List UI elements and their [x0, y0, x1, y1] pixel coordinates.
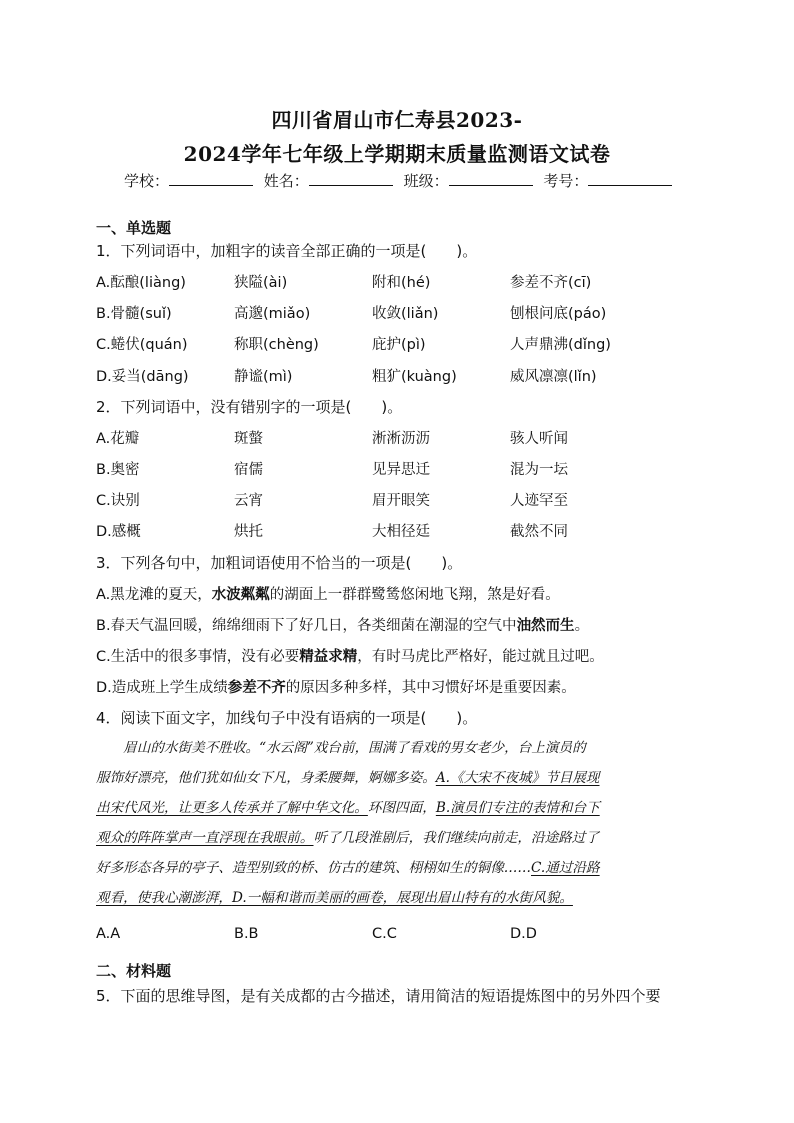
question-3-option-a [96, 583, 560, 604]
section-heading-single-choice: 一、单选题 [96, 219, 172, 237]
passage-line [96, 763, 692, 793]
q1-cell: 称职(chèng) [234, 337, 319, 353]
q3-bold-word: 水波粼粼 [211, 587, 270, 603]
q1-cell: 附和(hé) [372, 275, 431, 291]
q1-cell: 狭隘(ài) [234, 275, 288, 291]
q2-cell: 烘托 [234, 524, 263, 540]
question-4-stem: 4．阅读下面文字，加线句子中没有语病的一项是( )。 [96, 709, 478, 727]
q2-cell: 骇人听闻 [510, 431, 568, 447]
q3-text: 的原因多种多样，其中习惯好坏是重要因素。 [285, 680, 576, 696]
q1-cell: 静谧(mì) [234, 369, 293, 385]
passage-line [96, 793, 692, 823]
q2-cell: 眉开眼笑 [372, 493, 430, 509]
q1-cell: 刨根问底(páo) [510, 306, 607, 322]
q4-option-d: D.D [510, 926, 537, 942]
q1-cell: 庇护(pì) [372, 337, 426, 353]
q1-cell: 收敛(liǎn) [372, 306, 439, 322]
q2-cell: 斑螫 [234, 431, 263, 447]
question-1-stem: 1．下列词语中，加粗字的读音全部正确的一项是( )。 [96, 242, 478, 260]
passage-text: 眉山的水街美不胜收。“水云阁”戏台前，围满了看戏的男女老少，台上演员的 [96, 740, 586, 756]
name-blank[interactable] [309, 171, 393, 186]
underlined-sentence-a: A.《大宋不夜城》节目展现 [435, 770, 600, 786]
q3-text: A.黑龙滩的夏天， [96, 587, 212, 603]
q3-text: B.春天气温回暖，绵绵细雨下了好几日，各类细菌在潮湿的空气中 [96, 618, 517, 634]
q3-bold-word: 油然而生 [516, 618, 575, 634]
q2-cell: 截然不同 [510, 524, 568, 540]
q3-text: D.造成班上学生成绩 [96, 680, 228, 696]
question-3-stem: 3．下列各句中，加粗词语使用不恰当的一项是( )。 [96, 554, 463, 572]
passage-text: 好多形态各异的亭子、造型别致的桥、仿古的建筑、栩栩如生的铜像…… [96, 860, 531, 876]
q3-text: C.生活中的很多事情，没有必要 [96, 649, 300, 665]
q1-cell: 粗犷(kuàng) [372, 369, 457, 385]
q1-cell: B.骨髓(suǐ) [96, 306, 172, 322]
name-label: 姓名： [263, 172, 309, 190]
passage-line [96, 733, 692, 763]
passage-line [96, 823, 692, 853]
passage-line [96, 883, 692, 913]
q2-cell: A.花瓣 [96, 431, 140, 447]
q2-cell: 淅淅沥沥 [372, 431, 430, 447]
passage-text: 环图四面， [367, 800, 436, 816]
q2-cell: 混为一坛 [510, 462, 568, 478]
question-3-option-d [96, 676, 576, 697]
q2-cell: 见异思迁 [372, 462, 430, 478]
q1-cell: 高邈(miǎo) [234, 306, 311, 322]
underlined-sentence-b: B.演员们专注的表情和台下 [435, 800, 600, 816]
q1-cell: 参差不齐(cī) [510, 275, 592, 291]
exam-title-line2: 2024学年七年级上学期期末质量监测语文试卷 [183, 142, 611, 166]
q2-cell: 宿儒 [234, 462, 263, 478]
school-blank[interactable] [169, 171, 253, 186]
q1-cell: 威风凛凛(lǐn) [510, 369, 597, 385]
passage-text: 听了几段淮剧后，我们继续向前走，沿途路过了 [313, 830, 599, 846]
question-5-stem: 5．下面的思维导图，是有关成都的古今描述，请用简洁的短语提炼图中的另外四个要 [96, 987, 661, 1005]
q2-cell: 人迹罕至 [510, 493, 568, 509]
underlined-sentence-c: C.通过沿路 [531, 860, 600, 876]
question-3-option-c [96, 645, 604, 666]
underlined-sentence-d: D.一幅和谐而美丽的画卷，展现出眉山特有的水街风貌。 [231, 890, 573, 906]
passage-text: 服饰好漂亮，他们犹如仙女下凡，身柔腰舞，婀娜多姿。 [96, 770, 436, 786]
q3-text: 的湖面上一群群鹭鸶悠闲地飞翔，煞是好看。 [269, 587, 560, 603]
q1-cell: 人声鼎沸(dǐng) [510, 337, 611, 353]
class-label: 班级： [403, 172, 449, 190]
exam-number-blank[interactable] [588, 171, 672, 186]
q3-text: ，有时马虎比严格好，能过就且过吧。 [357, 649, 604, 665]
q3-bold-word: 精益求精 [299, 649, 358, 665]
class-blank[interactable] [449, 171, 533, 186]
q2-cell: C.诀别 [96, 493, 140, 509]
q2-cell: D.感概 [96, 524, 141, 540]
student-info-line [124, 170, 678, 191]
q1-cell: C.蜷伏(quán) [96, 337, 188, 353]
q3-bold-word: 参差不齐 [227, 680, 286, 696]
underlined-sentence-a: 出宋代风光，让更多人传承并了解中华文化。 [96, 800, 368, 816]
question-2-stem: 2．下列词语中，没有错别字的一项是( )。 [96, 398, 403, 416]
q3-text: 。 [574, 618, 590, 634]
q4-option-b: B.B [234, 926, 259, 942]
school-label: 学校： [124, 172, 170, 190]
question-3-option-b [96, 614, 589, 635]
underlined-sentence-c: 观看，使我心潮澎湃， [96, 890, 232, 906]
section-heading-material: 二、材料题 [96, 962, 172, 980]
q2-cell: 云宵 [234, 493, 263, 509]
exam-number-label: 考号： [543, 172, 589, 190]
question-4-passage [96, 733, 692, 913]
q4-option-c: C.C [372, 926, 397, 942]
q4-option-a: A.A [96, 926, 121, 942]
exam-title-line1: 四川省眉山市仁寿县2023- [271, 108, 523, 132]
q1-cell: D.妥当(dāng) [96, 369, 189, 385]
q2-cell: B.奥密 [96, 462, 140, 478]
q2-cell: 大相径廷 [372, 524, 430, 540]
q1-cell: A.酝酿(liàng) [96, 275, 186, 291]
underlined-sentence-b: 观众的阵阵掌声一直浮现在我眼前。 [96, 830, 314, 846]
passage-line [96, 853, 692, 883]
